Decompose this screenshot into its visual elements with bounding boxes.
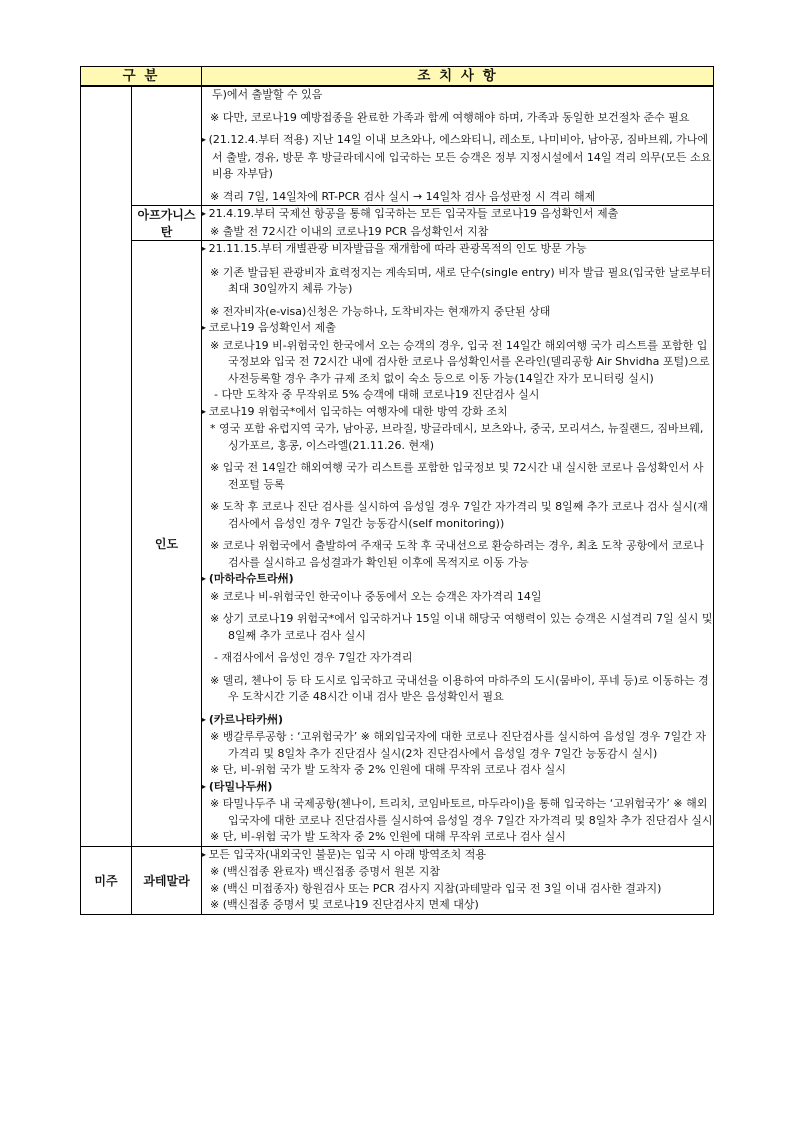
note-item: [202, 611, 713, 644]
note-item: [202, 729, 713, 762]
note-item: [202, 538, 713, 571]
measures-cell-continued: [202, 86, 714, 206]
line-text: ※ 타밀나두주 내 국제공항(첸나이, 트리치, 코임바토르, 마두라이)을 통해 입국하는 ‘고위험국가’ ※ 해외 입국자에 대한 코로나 진단검사를 실시하여 음성일 경우 7일간 자가격리 및 8일차 추가 진단검사 실시: [210, 797, 713, 827]
line-text: 두)에서 출발할 수 있음: [212, 88, 323, 101]
triangle-bullet-icon: ▸: [202, 209, 209, 218]
note-item: [202, 265, 713, 298]
line-text: ※ 코로나19 비-위험국인 한국에서 오는 승객의 경우, 입국 전 14일간 해외여행 국가 리스트를 포함한 입국정보와 입국 전 72시간 내에 검사한 코로나 음성확인서를 온라인(델리공항 Air Shvidha 포털)으로 사전등록할 경우 추가 규제 조치 없이 숙소 등으로 이동 가능(14일간 자가 모니터링 실시): [210, 338, 710, 385]
measures-india: [202, 241, 714, 847]
triangle-bullet-icon: ▸: [202, 714, 209, 724]
note-item: [202, 110, 713, 127]
bullet-item: [202, 206, 713, 224]
note-item: [202, 499, 713, 532]
note-item: [202, 589, 713, 606]
table-row: [81, 846, 714, 914]
country-afghanistan: 아프가니스탄: [132, 206, 202, 241]
line-text: * 영국 포함 유럽지역 국가, 남아공, 브라질, 방글라데시, 보츠와나, 중국, 모리셔스, 뉴질랜드, 짐바브웨, 싱가포르, 홍콩, 이스라엘(21.11.26. 현재): [210, 422, 704, 452]
measures-afghanistan: [202, 206, 714, 241]
triangle-bullet-icon: ▸: [202, 135, 209, 144]
text-line: [202, 87, 713, 104]
triangle-bullet-icon: ▸: [202, 574, 209, 583]
note-item: [202, 224, 713, 241]
line-text: ※ 단, 비-위험 국가 발 도착자 중 2% 인원에 대해 무작위 코로나 검사 실시: [210, 830, 566, 843]
state-heading: [202, 712, 713, 730]
note-item: [202, 762, 713, 779]
bullet-item: [202, 320, 713, 338]
line-text: (21.12.4.부터 적용) 지난 14일 이내 보츠와나, 에스와티니, 레소토, 나미비아, 남아공, 짐바브웨, 가나에서 출발, 경유, 방문 후 방글라데시에 입국하는 모든 승객은 정부 지정시설에서 14일 격리 의무(모든 소요비용 자부담): [208, 133, 712, 180]
line-text: ※ 입국 전 14일간 해외여행 국가 리스트를 포함한 입국정보 및 72시간 내 실시한 코로나 음성확인서 사전포털 등록: [210, 461, 704, 491]
region-cell-empty: [81, 86, 132, 846]
table-row: [81, 206, 714, 241]
line-text: ※ 전자비자(e-visa)신청은 가능하나, 도착비자는 현재까지 중단된 상태: [210, 304, 551, 318]
line-text: ※ 단, 비-위험 국가 발 도착자 중 2% 인원에 대해 무작위 코로나 검사 실시: [210, 763, 566, 776]
line-text: ※ 델리, 첸나이 등 타 도시로 입국하고 국내선을 이용하여 마하주의 도시(뭄바이, 푸네 등)로 이동하는 경우 도착시간 기준 48시간 이내 검사 받은 음성확인서 필요: [210, 673, 709, 703]
line-text: ※ 도착 후 코로나 진단 검사를 실시하여 음성일 경우 7일간 자가격리 및 8일째 추가 코로나 검사 실시(재검사에서 음성인 경우 7일간 능동감시(self monitoring)): [210, 500, 708, 530]
country-cell-continued: [132, 86, 202, 206]
line-text: ※ 다만, 코로나19 예방접종을 완료한 가족과 함께 여행해야 하며, 가족과 동일한 보건절차 준수 필요: [210, 110, 690, 124]
line-text: 21.11.15.부터 개별관광 비자발급을 재개함에 따라 관광목적의 인도 방문 가능: [208, 242, 587, 255]
line-text: (카르나타카州): [208, 712, 284, 726]
line-text: ※ 격리 7일, 14일차에 RT-PCR 검사 실시 → 14일차 검사 음성판정 시 격리 해제: [210, 189, 596, 203]
line-text: (마하라슈트라州): [208, 572, 294, 585]
measures-table: [80, 66, 714, 915]
state-heading: [202, 779, 713, 797]
triangle-bullet-icon: ▸: [202, 781, 209, 791]
note-item: [202, 338, 713, 388]
note-item: [202, 673, 713, 706]
note-item: [202, 881, 713, 898]
line-text: ※ (백신접종 증명서 및 코로나19 진단검사지 면제 대상): [210, 898, 479, 911]
bullet-item: [202, 241, 713, 259]
country-guatemala: 과테말라: [132, 846, 202, 914]
line-text: 모든 입국자(내외국인 불문)는 입국 시 아래 방역조치 적용: [208, 847, 487, 861]
bullet-item: [202, 404, 713, 422]
triangle-bullet-icon: ▸: [202, 244, 209, 253]
triangle-bullet-icon: ▸: [202, 323, 209, 332]
triangle-bullet-icon: ▸: [202, 849, 209, 859]
line-text: 코로나19 위험국*에서 입국하는 여행자에 대한 방역 강화 조치: [208, 404, 508, 418]
region-americas: 미주: [81, 846, 132, 914]
note-item: [202, 460, 713, 493]
note-item: [202, 189, 713, 206]
note-item: [202, 829, 713, 846]
note-item: [202, 897, 713, 914]
line-text: - 재검사에서 음성인 경우 7일간 자가격리: [214, 651, 413, 664]
line-text: ※ (백신접종 완료자) 백신접종 증명서 원본 지참: [210, 865, 441, 878]
dash-item: [202, 387, 713, 404]
dash-item: [202, 650, 713, 667]
line-text: ※ 기존 발급된 관광비자 효력정지는 계속되며, 새로 단수(single entry) 비자 발급 필요(입국한 날로부터 최대 30일까지 체류 가능): [210, 265, 712, 295]
line-text: ※ 출발 전 72시간 이내의 코로나19 PCR 음성확인서 지참: [210, 224, 489, 238]
note-item: [202, 796, 713, 829]
header-category: 구 분: [81, 67, 202, 87]
line-text: 21.4.19.부터 국제선 항공을 통해 입국하는 모든 입국자들 코로나19 음성확인서 제출: [208, 207, 619, 220]
line-text: ※ 코로나 비-위험국인 한국이나 중동에서 오는 승객은 자가격리 14일: [210, 589, 542, 603]
line-text: (타밀나두州): [208, 779, 273, 793]
line-text: ※ 상기 코로나19 위험국*에서 입국하거나 15일 이내 해당국 여행력이 있는 승객은 시설격리 7일 실시 및 8일째 추가 코로나 검사 실시: [210, 612, 713, 642]
line-text: ※ (백신 미접종자) 항원검사 또는 PCR 검사지 지참(과테말라 입국 전 3일 이내 검사한 결과지): [210, 881, 662, 895]
line-text: ※ 코로나 위험국에서 출발하여 주재국 도착 후 국내선으로 환승하려는 경우, 최초 도착 공항에서 코로나 검사를 실시하고 음성결과가 확인된 이후에 목적지로 이동 가능: [210, 539, 704, 569]
table-row: [81, 86, 714, 206]
line-text: ※ 뱅갈루루공항 : ‘고위험국가’ ※ 해외입국자에 대한 코로나 진단검사를 실시하여 음성일 경우 7일간 자가격리 및 8일차 추가 진단검사 실시(2차 진단검사에서 음성일 경우 7일간 능동감시 실시): [210, 730, 707, 760]
triangle-bullet-icon: ▸: [202, 406, 209, 416]
note-item: [202, 304, 713, 321]
line-text: 코로나19 음성확인서 제출: [208, 321, 336, 334]
line-text: - 다만 도착자 중 무작위로 5% 승객에 대해 코로나19 진단검사 실시: [214, 388, 540, 401]
table-header-row: [81, 67, 714, 87]
header-measures: 조 치 사 항: [202, 67, 714, 87]
state-heading: [202, 571, 713, 589]
note-item: [202, 864, 713, 881]
footnote-item: [202, 421, 713, 454]
country-india: 인도: [132, 241, 202, 847]
bullet-item: [202, 847, 713, 865]
measures-guatemala: [202, 846, 714, 914]
bullet-item: [202, 132, 713, 183]
table-row: [81, 241, 714, 847]
